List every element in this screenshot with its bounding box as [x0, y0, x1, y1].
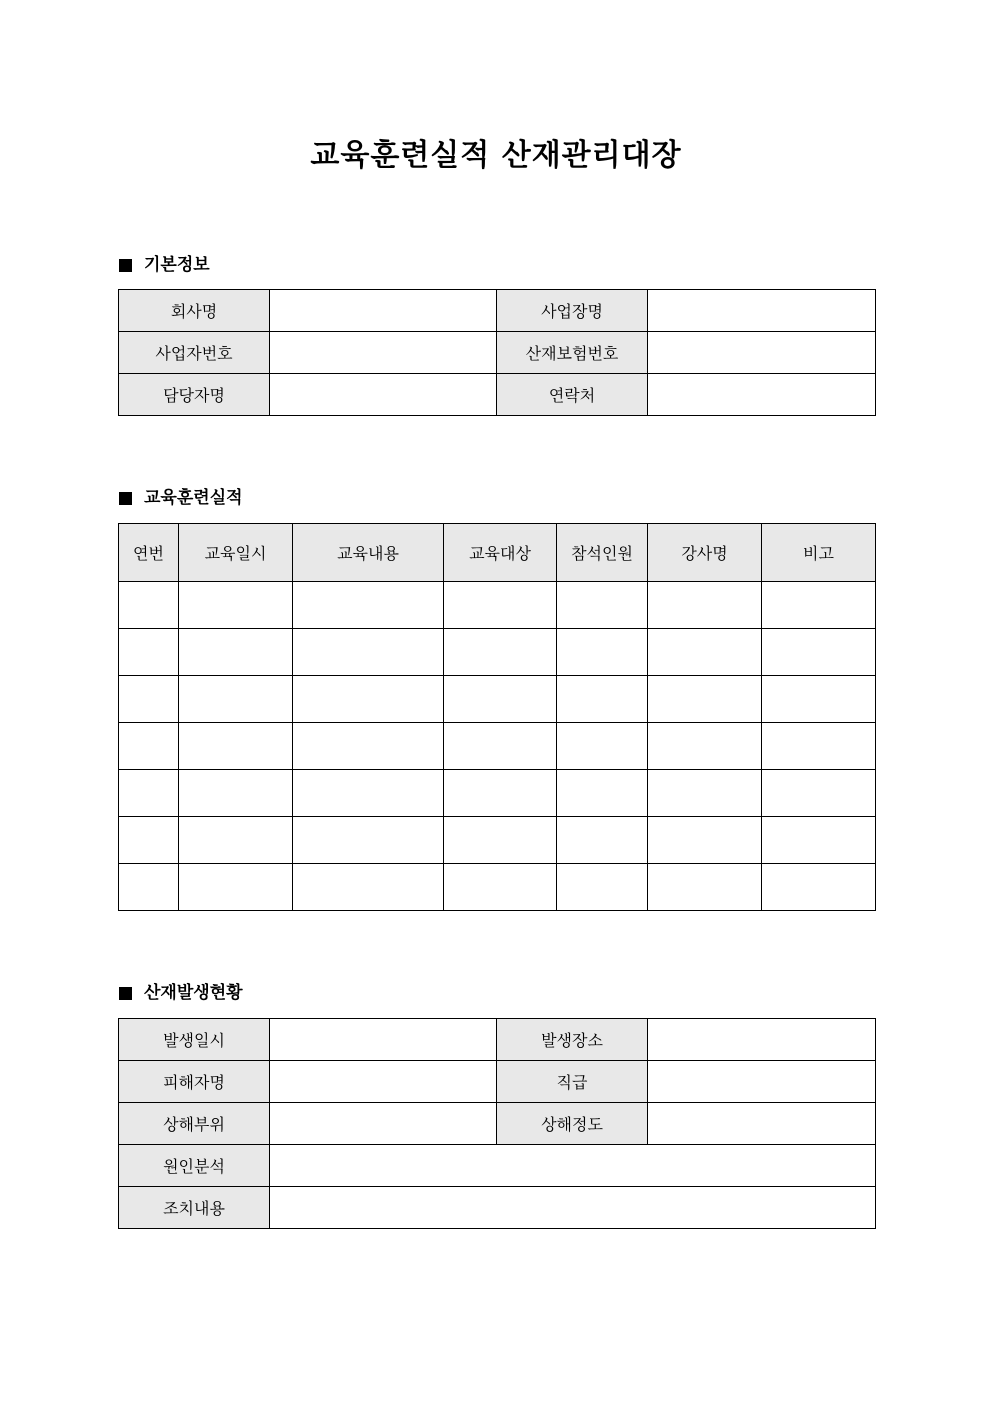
table-cell[interactable] — [557, 817, 648, 864]
table-cell[interactable] — [557, 770, 648, 817]
section-heading-accident — [119, 981, 243, 1005]
table-cell[interactable] — [648, 770, 762, 817]
column-header: 연번 — [119, 524, 179, 582]
table-cell[interactable] — [119, 817, 179, 864]
table-row — [119, 374, 876, 416]
occurrence-datetime-field[interactable] — [270, 1019, 497, 1061]
section-heading-label: 기본정보 — [144, 255, 210, 275]
table-row — [119, 629, 876, 676]
column-header: 교육내용 — [293, 524, 444, 582]
field-label: 회사명 — [119, 290, 270, 332]
table-cell[interactable] — [444, 629, 557, 676]
table-row — [119, 1103, 876, 1145]
position-field[interactable] — [648, 1061, 876, 1103]
table-row — [119, 723, 876, 770]
table-cell[interactable] — [557, 864, 648, 911]
training-table — [118, 523, 876, 911]
table-cell[interactable] — [293, 676, 444, 723]
table-cell[interactable] — [179, 817, 293, 864]
contact-field[interactable] — [648, 374, 876, 416]
accident-table — [118, 1018, 876, 1229]
injury-degree-field[interactable] — [648, 1103, 876, 1145]
table-cell[interactable] — [293, 723, 444, 770]
section-heading-training — [119, 486, 243, 510]
table-cell[interactable] — [119, 676, 179, 723]
field-label: 담당자명 — [119, 374, 270, 416]
business-number-field[interactable] — [270, 332, 497, 374]
table-cell[interactable] — [557, 676, 648, 723]
field-label: 발생일시 — [119, 1019, 270, 1061]
manager-name-field[interactable] — [270, 374, 497, 416]
insurance-number-field[interactable] — [648, 332, 876, 374]
square-bullet-icon — [119, 492, 132, 505]
table-cell[interactable] — [293, 582, 444, 629]
table-cell[interactable] — [444, 864, 557, 911]
square-bullet-icon — [119, 987, 132, 1000]
table-cell[interactable] — [293, 864, 444, 911]
field-label: 발생장소 — [497, 1019, 648, 1061]
table-cell[interactable] — [179, 770, 293, 817]
table-cell[interactable] — [179, 582, 293, 629]
table-cell[interactable] — [179, 629, 293, 676]
table-cell[interactable] — [444, 817, 557, 864]
table-cell[interactable] — [648, 864, 762, 911]
cause-analysis-field[interactable] — [270, 1145, 876, 1187]
table-cell[interactable] — [293, 817, 444, 864]
square-bullet-icon — [119, 259, 132, 272]
table-cell[interactable] — [557, 582, 648, 629]
table-cell[interactable] — [444, 723, 557, 770]
table-cell[interactable] — [119, 629, 179, 676]
table-row — [119, 817, 876, 864]
table-row — [119, 332, 876, 374]
table-cell[interactable] — [648, 723, 762, 770]
table-row — [119, 864, 876, 911]
workplace-name-field[interactable] — [648, 290, 876, 332]
table-cell[interactable] — [557, 629, 648, 676]
table-cell[interactable] — [293, 770, 444, 817]
column-header: 강사명 — [648, 524, 762, 582]
table-cell[interactable] — [119, 864, 179, 911]
field-label: 원인분석 — [119, 1145, 270, 1187]
table-cell[interactable] — [762, 676, 876, 723]
field-label: 연락처 — [497, 374, 648, 416]
table-row — [119, 582, 876, 629]
column-header: 교육대상 — [444, 524, 557, 582]
section-heading-label: 교육훈련실적 — [144, 488, 243, 508]
table-cell[interactable] — [119, 723, 179, 770]
field-label: 산재보험번호 — [497, 332, 648, 374]
table-row — [119, 1019, 876, 1061]
table-cell[interactable] — [293, 629, 444, 676]
table-cell[interactable] — [762, 629, 876, 676]
table-header-row — [119, 524, 876, 582]
field-label: 사업장명 — [497, 290, 648, 332]
page-title: 교육훈련실적 산재관리대장 — [310, 138, 682, 173]
table-row — [119, 676, 876, 723]
field-label: 사업자번호 — [119, 332, 270, 374]
table-cell[interactable] — [762, 582, 876, 629]
occurrence-place-field[interactable] — [648, 1019, 876, 1061]
section-heading-label: 산재발생현황 — [144, 983, 243, 1003]
table-row — [119, 1145, 876, 1187]
table-row — [119, 770, 876, 817]
field-label: 피해자명 — [119, 1061, 270, 1103]
table-cell[interactable] — [179, 864, 293, 911]
field-label: 상해부위 — [119, 1103, 270, 1145]
table-cell[interactable] — [648, 629, 762, 676]
table-cell[interactable] — [762, 864, 876, 911]
field-label: 상해정도 — [497, 1103, 648, 1145]
injury-part-field[interactable] — [270, 1103, 497, 1145]
table-cell[interactable] — [557, 723, 648, 770]
table-cell[interactable] — [762, 770, 876, 817]
section-heading-basic-info — [119, 253, 210, 277]
table-row — [119, 1061, 876, 1103]
table-cell[interactable] — [444, 582, 557, 629]
table-cell[interactable] — [648, 676, 762, 723]
table-cell[interactable] — [648, 817, 762, 864]
company-name-field[interactable] — [270, 290, 497, 332]
table-cell[interactable] — [119, 582, 179, 629]
table-row — [119, 1187, 876, 1229]
table-cell[interactable] — [179, 723, 293, 770]
field-label: 직급 — [497, 1061, 648, 1103]
column-header: 참석인원 — [557, 524, 648, 582]
basic-info-table — [118, 289, 876, 416]
column-header: 교육일시 — [179, 524, 293, 582]
table-row — [119, 290, 876, 332]
column-header: 비고 — [762, 524, 876, 582]
field-label: 조치내용 — [119, 1187, 270, 1229]
table-cell[interactable] — [762, 723, 876, 770]
table-cell[interactable] — [444, 770, 557, 817]
victim-name-field[interactable] — [270, 1061, 497, 1103]
table-cell[interactable] — [444, 676, 557, 723]
table-cell[interactable] — [648, 582, 762, 629]
action-taken-field[interactable] — [270, 1187, 876, 1229]
table-cell[interactable] — [762, 817, 876, 864]
table-cell[interactable] — [119, 770, 179, 817]
table-cell[interactable] — [179, 676, 293, 723]
